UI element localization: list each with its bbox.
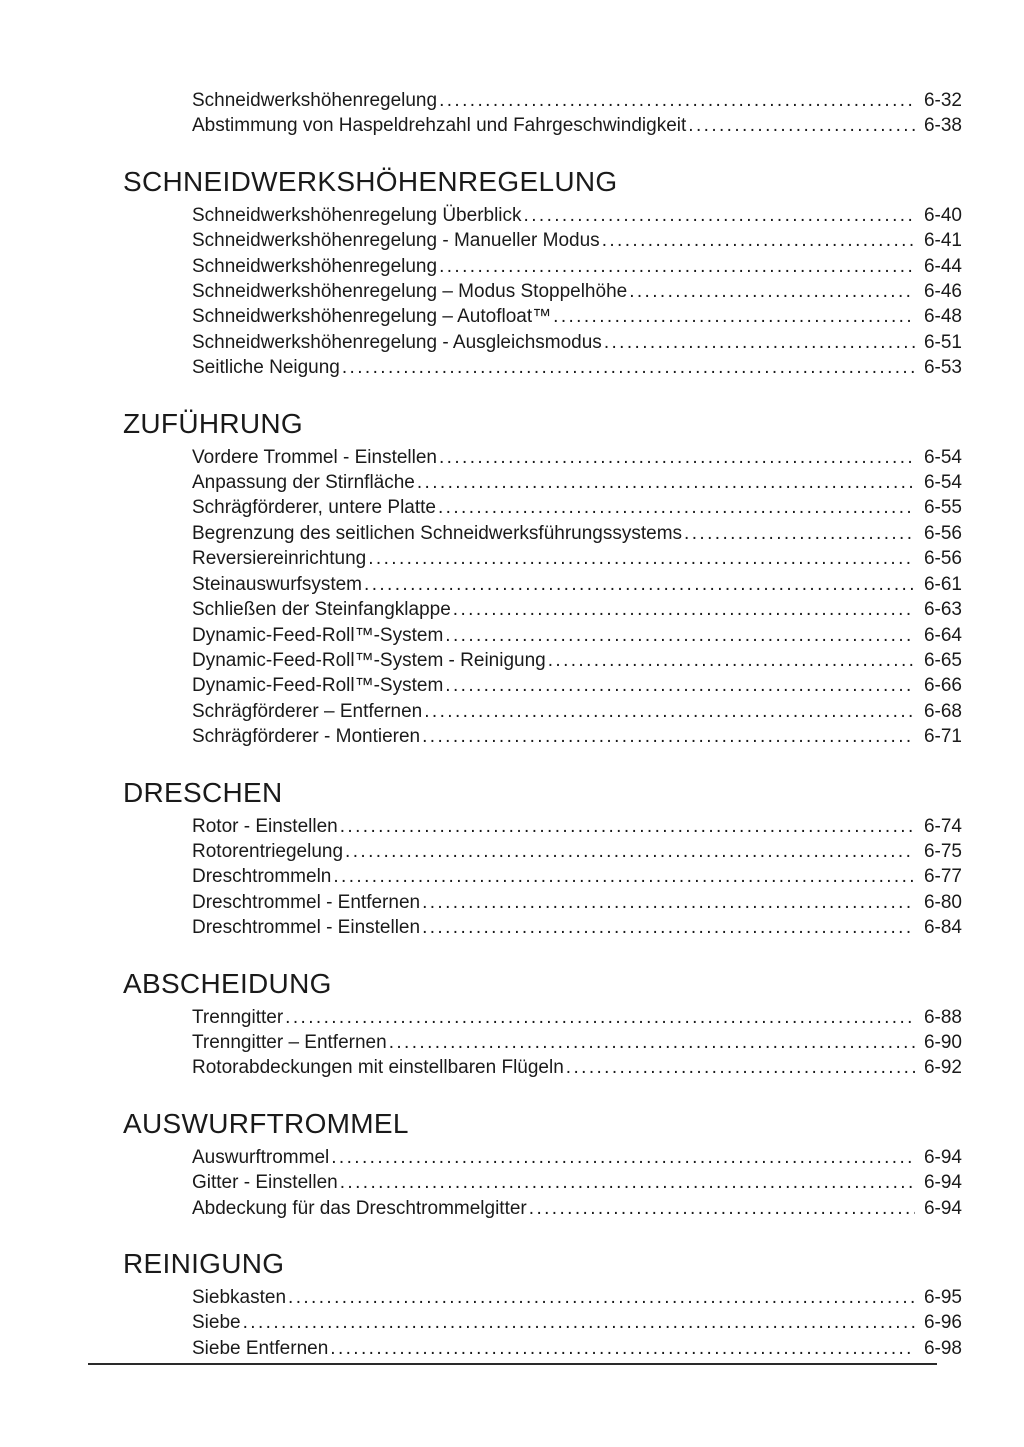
toc-entry-title: Anpassung der Stirnfläche bbox=[192, 472, 415, 494]
toc-entry bbox=[192, 546, 962, 571]
toc-entry-title: Rotorabdeckungen mit einstellbaren Flügeln bbox=[192, 1057, 564, 1079]
dot-leader bbox=[422, 915, 915, 940]
toc-entry-page-number: 6-41 bbox=[923, 230, 962, 252]
toc-section-entries bbox=[192, 814, 962, 941]
dot-leader bbox=[424, 699, 915, 724]
dot-leader bbox=[340, 814, 915, 839]
toc-entry bbox=[192, 203, 962, 228]
toc-entry-page-number: 6-80 bbox=[923, 891, 962, 913]
toc-entry-title: Dynamic-Feed-Roll™-System bbox=[192, 624, 444, 646]
dot-leader bbox=[331, 1145, 915, 1170]
dot-leader bbox=[524, 203, 915, 228]
toc-section bbox=[123, 167, 962, 381]
toc-entry-title: Rotor - Einstellen bbox=[192, 815, 338, 837]
toc-entry-page-number: 6-46 bbox=[923, 281, 962, 303]
toc-entry bbox=[192, 470, 962, 495]
toc-entry-page-number: 6-40 bbox=[923, 204, 962, 226]
toc-section bbox=[123, 1109, 962, 1221]
dot-leader bbox=[368, 546, 915, 571]
toc-entry-title: Schneidwerkshöhenregelung bbox=[192, 90, 438, 111]
dot-leader bbox=[439, 254, 915, 279]
toc-section-entries bbox=[192, 1005, 962, 1081]
dot-leader bbox=[684, 521, 915, 546]
toc-entry bbox=[192, 1145, 962, 1170]
toc-section bbox=[123, 969, 962, 1081]
toc-entry-page-number: 6-95 bbox=[923, 1287, 962, 1308]
toc-entry-title: Siebkasten bbox=[192, 1287, 287, 1308]
toc-entry-title: Vordere Trommel - Einstellen bbox=[192, 446, 437, 468]
toc-entry-page-number: 6-84 bbox=[923, 917, 962, 939]
dot-leader bbox=[548, 648, 915, 673]
dot-leader bbox=[285, 1005, 915, 1030]
toc-entry-page-number: 6-64 bbox=[923, 624, 962, 646]
toc-section bbox=[123, 409, 962, 750]
toc-entry bbox=[192, 88, 962, 113]
toc-entry-page-number: 6-92 bbox=[923, 1057, 962, 1079]
toc-entry-title: Schneidwerkshöhenregelung - Manueller Modus bbox=[192, 230, 600, 252]
toc-entry-title: Trenngitter bbox=[192, 1006, 284, 1028]
toc-entry-page-number: 6-38 bbox=[923, 115, 962, 137]
toc-entry-page-number: 6-54 bbox=[923, 472, 962, 494]
toc-entry bbox=[192, 864, 962, 889]
toc-entry-page-number: 6-56 bbox=[923, 548, 962, 570]
toc-entry-page-number: 6-94 bbox=[923, 1172, 962, 1194]
toc-entry-title: Schrägförderer, untere Platte bbox=[192, 497, 436, 519]
toc-section-heading: ZUFÜHRUNG bbox=[123, 407, 304, 439]
toc-entry-title: Schneidwerkshöhenregelung – Autofloat™ bbox=[192, 306, 552, 328]
toc-entry-title: Dreschtrommeln bbox=[192, 866, 332, 888]
toc-entry bbox=[192, 623, 962, 648]
toc-entry-title: Schrägförderer - Montieren bbox=[192, 726, 421, 748]
toc-sections bbox=[123, 167, 962, 1361]
toc-section bbox=[123, 1249, 962, 1361]
toc-entry-title: Abdeckung für das Dreschtrommelgitter bbox=[192, 1197, 527, 1219]
dot-leader bbox=[438, 495, 915, 520]
toc-entry-title: Reversiereinrichtung bbox=[192, 548, 367, 570]
toc-section-heading: AUSWURFTROMMEL bbox=[123, 1107, 409, 1139]
toc-entry-title: Steinauswurfsystem bbox=[192, 573, 363, 595]
toc-entry-page-number: 6-88 bbox=[923, 1006, 962, 1028]
dot-leader bbox=[342, 355, 915, 380]
toc-section-heading: DRESCHEN bbox=[123, 776, 283, 808]
toc-entry bbox=[192, 814, 962, 839]
toc-entry-title: Dreschtrommel - Entfernen bbox=[192, 891, 421, 913]
toc-entry-page-number: 6-65 bbox=[923, 649, 962, 671]
dot-leader bbox=[602, 228, 915, 253]
dot-leader bbox=[330, 1336, 915, 1361]
dot-leader bbox=[345, 839, 915, 864]
toc-entry-title: Gitter - Einstellen bbox=[192, 1172, 338, 1194]
toc-entry bbox=[192, 1005, 962, 1030]
toc-entry-page-number: 6-48 bbox=[923, 306, 962, 328]
toc-section-heading: ABSCHEIDUNG bbox=[123, 967, 332, 999]
toc-entry bbox=[192, 597, 962, 622]
toc-entry-title: Trenngitter – Entfernen bbox=[192, 1031, 387, 1053]
toc-entry-page-number: 6-71 bbox=[923, 726, 962, 748]
dot-leader bbox=[604, 330, 915, 355]
toc-entry-page-number: 6-94 bbox=[923, 1146, 962, 1168]
toc-entry-page-number: 6-51 bbox=[923, 331, 962, 353]
toc-entry-page-number: 6-66 bbox=[923, 675, 962, 697]
toc-entry bbox=[192, 1285, 962, 1310]
toc-entry-title: Schließen der Steinfangklappe bbox=[192, 599, 451, 621]
dot-leader bbox=[340, 1170, 915, 1195]
toc-entry-title: Auswurftrommel bbox=[192, 1146, 330, 1168]
toc-entry-title: Schneidwerkshöhenregelung - Ausgleichsmodus bbox=[192, 331, 602, 353]
toc-entry bbox=[192, 1310, 962, 1335]
toc-entry-page-number: 6-63 bbox=[923, 599, 962, 621]
toc-section-entries bbox=[192, 1145, 962, 1221]
toc-entry-title: Dynamic-Feed-Roll™-System - Reinigung bbox=[192, 649, 546, 671]
toc-entry-title: Rotorentriegelung bbox=[192, 840, 344, 862]
dot-leader bbox=[389, 1030, 915, 1055]
toc-entry-title: Schneidwerkshöhenregelung – Modus Stoppelhöhe bbox=[192, 281, 628, 303]
toc-entry-page-number: 6-74 bbox=[923, 815, 962, 837]
toc-entry bbox=[192, 495, 962, 520]
toc-entry-page-number: 6-56 bbox=[923, 522, 962, 544]
dot-leader bbox=[417, 470, 915, 495]
toc-entry bbox=[192, 699, 962, 724]
dot-leader bbox=[422, 890, 915, 915]
toc-entry-page-number: 6-32 bbox=[923, 90, 962, 111]
dot-leader bbox=[553, 304, 915, 329]
dot-leader bbox=[445, 673, 915, 698]
dot-leader bbox=[566, 1055, 915, 1080]
toc-entry-title: Siebe bbox=[192, 1312, 241, 1334]
toc-entry-page-number: 6-44 bbox=[923, 255, 962, 277]
dot-leader bbox=[333, 864, 915, 889]
toc-entry bbox=[192, 1336, 962, 1361]
dot-leader bbox=[629, 279, 915, 304]
footer-rule bbox=[88, 1363, 937, 1365]
toc-entry-page-number: 6-94 bbox=[923, 1197, 962, 1219]
toc-section bbox=[123, 778, 962, 941]
toc-entry bbox=[192, 521, 962, 546]
toc-entry bbox=[192, 254, 962, 279]
toc-entry-page-number: 6-96 bbox=[923, 1312, 962, 1334]
toc-entry bbox=[192, 355, 962, 380]
toc-leading-entries bbox=[192, 88, 962, 139]
dot-leader bbox=[453, 597, 915, 622]
toc-entry-page-number: 6-54 bbox=[923, 446, 962, 468]
toc-entry-title: Abstimmung von Haspeldrehzahl und Fahrgeschwindigkeit bbox=[192, 115, 687, 137]
toc-entry bbox=[192, 113, 962, 138]
dot-leader bbox=[422, 724, 915, 749]
toc-section-heading: REINIGUNG bbox=[123, 1248, 285, 1279]
toc-entry-page-number: 6-53 bbox=[923, 357, 962, 379]
toc-entry-page-number: 6-77 bbox=[923, 866, 962, 888]
toc-entry-title: Dynamic-Feed-Roll™-System bbox=[192, 675, 444, 697]
toc-section-entries bbox=[192, 1285, 962, 1361]
dot-leader bbox=[364, 572, 915, 597]
toc-entry bbox=[192, 724, 962, 749]
toc-entry-title: Begrenzung des seitlichen Schneidwerksführungssystems bbox=[192, 522, 683, 544]
toc-section-entries bbox=[192, 445, 962, 750]
toc-entry-title: Seitliche Neigung bbox=[192, 357, 340, 379]
dot-leader bbox=[445, 623, 915, 648]
toc-entry bbox=[192, 304, 962, 329]
toc-entry bbox=[192, 1030, 962, 1055]
toc-entry-page-number: 6-61 bbox=[923, 573, 962, 595]
toc-entry bbox=[192, 915, 962, 940]
toc-entry-title: Dreschtrommel - Einstellen bbox=[192, 917, 421, 939]
toc-entry bbox=[192, 890, 962, 915]
toc-entry-page-number: 6-68 bbox=[923, 700, 962, 722]
toc-section-heading: SCHNEIDWERKSHÖHENREGELUNG bbox=[123, 165, 618, 197]
dot-leader bbox=[243, 1310, 915, 1335]
dot-leader bbox=[688, 113, 915, 138]
toc-entry bbox=[192, 572, 962, 597]
toc-entry-page-number: 6-55 bbox=[923, 497, 962, 519]
toc-entry bbox=[192, 228, 962, 253]
dot-leader bbox=[288, 1285, 915, 1310]
toc-entry-page-number: 6-90 bbox=[923, 1031, 962, 1053]
toc-entry-page-number: 6-98 bbox=[923, 1337, 962, 1359]
toc-entry-title: Schneidwerkshöhenregelung Überblick bbox=[192, 204, 522, 226]
toc-entry-title: Schneidwerkshöhenregelung bbox=[192, 255, 438, 277]
toc-entry bbox=[192, 673, 962, 698]
toc-entry bbox=[192, 1196, 962, 1221]
toc-entry bbox=[192, 279, 962, 304]
toc-entry bbox=[192, 1055, 962, 1080]
toc-entry bbox=[192, 330, 962, 355]
toc-entry-title: Schrägförderer – Entfernen bbox=[192, 700, 423, 722]
toc-entry-title: Siebe Entfernen bbox=[192, 1337, 329, 1359]
toc-entry bbox=[192, 839, 962, 864]
toc-entry bbox=[192, 648, 962, 673]
dot-leader bbox=[439, 445, 915, 470]
toc-section-entries bbox=[192, 203, 962, 381]
toc-entry-page-number: 6-75 bbox=[923, 840, 962, 862]
dot-leader bbox=[439, 88, 915, 113]
toc-entry bbox=[192, 445, 962, 470]
toc-entry bbox=[192, 1170, 962, 1195]
dot-leader bbox=[529, 1196, 915, 1221]
